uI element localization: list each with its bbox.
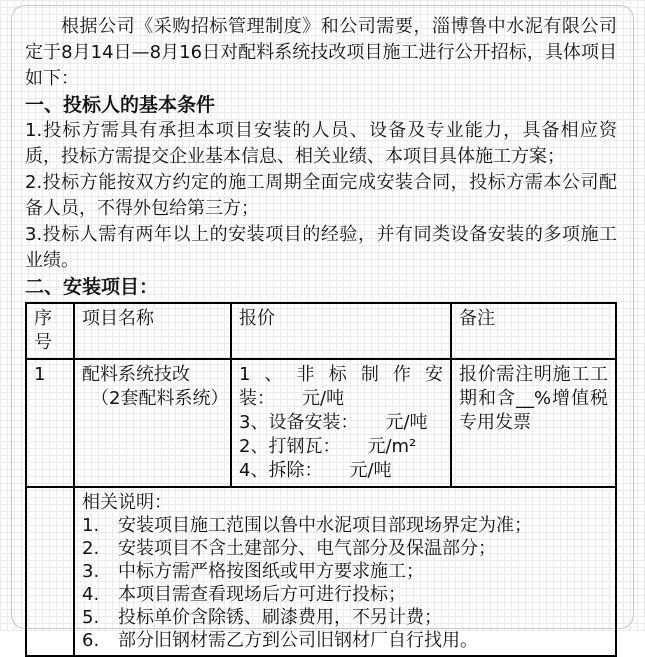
cell-empty xyxy=(26,487,74,656)
note-text: 投标单价含除锈、刷漆费用，不另计费； xyxy=(118,607,442,628)
project-name-line1: 配料系统技改 xyxy=(82,364,190,385)
bidder-condition-1: 1.投标方需具有承担本项目安装的人员、设备及专业能力，具备相应资质，投标方需提交企业基本信息、相关业绩、本项目具体施工方案； xyxy=(25,120,617,167)
note-text: 安装项目施工范围以鲁中水泥项目部现场界定为准； xyxy=(118,515,532,536)
section2-heading: 二、安装项目： xyxy=(25,276,159,298)
quote-line-1b: 装： 元/吨 xyxy=(239,388,345,409)
note-text: 安装项目不含土建部分、电气部分及保温部分； xyxy=(118,538,496,559)
note-number: 2. xyxy=(82,538,100,559)
remark-text: 报价需注明施工工期和含__%增值税专用发票 xyxy=(459,364,608,433)
quote-line-2: 3、设备安装： 元/吨 xyxy=(239,412,428,433)
note-text: 中标方需严格按图纸或甲方要求施工； xyxy=(118,561,424,582)
notes-title: 相关说明： xyxy=(82,492,172,513)
note-number: 5. xyxy=(82,607,100,628)
intro-paragraph: 根据公司《采购招标管理制度》和公司需要，淄博鲁中水泥有限公司定于8月14日—8月16日对配料系统技改项目施工进行公开招标，具体项目如下： xyxy=(25,16,617,89)
installation-projects-table xyxy=(25,302,617,657)
note-item-5 xyxy=(82,606,608,629)
bidder-condition-2: 2.投标方能按双方约定的施工周期全面完成安装合同，投标方需本公司配备人员，不得外包给第三方； xyxy=(25,172,617,219)
header-序号: 序号 xyxy=(26,303,74,359)
header-备注: 备注 xyxy=(451,303,616,359)
header-报价: 报价 xyxy=(231,303,451,359)
header-项目名称: 项目名称 xyxy=(74,303,231,359)
cell-project-name xyxy=(74,359,231,487)
cell-remark xyxy=(451,359,616,487)
note-text: 部分旧钢材需乙方到公司旧钢材厂自行找用。 xyxy=(118,630,478,651)
table-row xyxy=(26,359,616,487)
bidder-condition-3: 3.投标人需有两年以上的安装项目的经验，并有同类设备安装的多项施工业绩。 xyxy=(25,224,617,271)
quote-line-4: 4、拆除： 元/吨 xyxy=(239,460,392,481)
note-text: 本项目需查看现场后方可进行投标； xyxy=(118,584,406,605)
note-number: 4. xyxy=(82,584,100,605)
note-item-6 xyxy=(82,629,608,652)
note-item-2 xyxy=(82,537,608,560)
project-name-line2: （2套配料系统） xyxy=(91,388,229,409)
cell-quote xyxy=(231,359,451,487)
note-number: 6. xyxy=(82,630,100,651)
note-item-1 xyxy=(82,514,608,537)
quote-line-1a: 1、非标制作安 xyxy=(239,364,443,385)
cell-related-notes xyxy=(74,487,616,656)
note-item-3 xyxy=(82,560,608,583)
cell-row-number: 1 xyxy=(26,359,74,487)
note-number: 3. xyxy=(82,561,100,582)
table-header-row xyxy=(26,303,616,359)
note-number: 1. xyxy=(82,515,100,536)
quote-line-3: 2、打钢瓦： 元/m² xyxy=(239,436,417,457)
table-notes-row xyxy=(26,487,616,656)
section1-heading: 一、投标人的基本条件 xyxy=(25,94,216,116)
note-item-4 xyxy=(82,583,608,606)
document-content xyxy=(25,14,617,657)
